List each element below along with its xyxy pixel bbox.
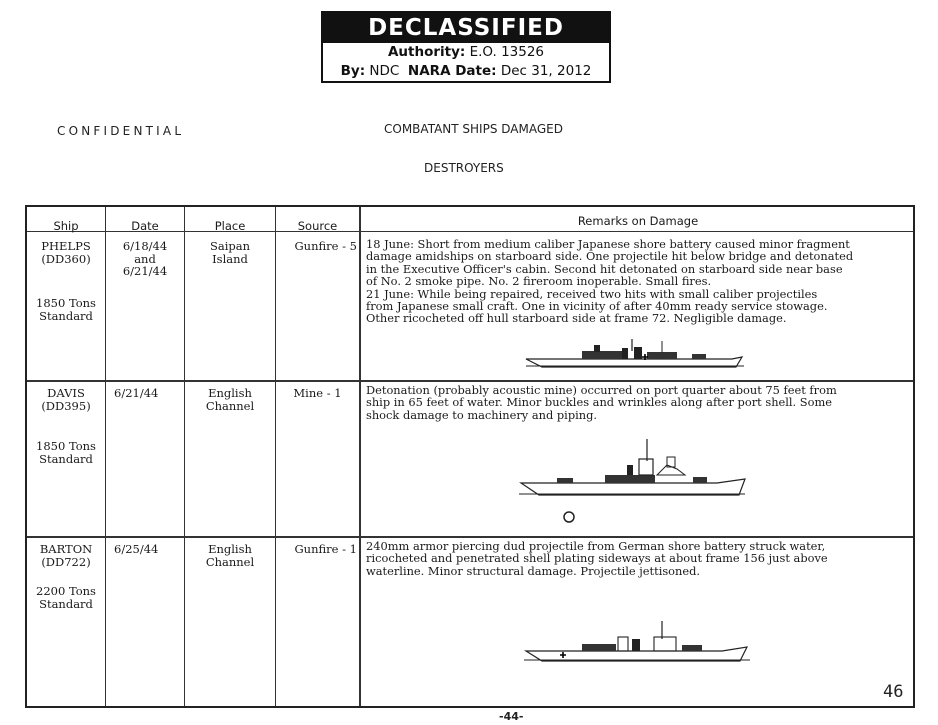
place-cell (185, 543, 275, 568)
ship-name-cell (27, 543, 105, 568)
stamp-authority-value: E.O. 13526 (469, 44, 545, 60)
ship-tonnage-type: Standard (39, 596, 93, 611)
remarks-cell (366, 540, 828, 577)
ship-hull-number: (DD360) (41, 251, 91, 266)
ship-tonnage: 1850 Tons (36, 439, 96, 453)
remarks-line: damage amidships on starboard side. One projectile hit below bridge and detonated (366, 249, 854, 264)
column-divider (105, 207, 106, 706)
remarks-cell (366, 238, 853, 325)
date-line: 6/18/44 (122, 239, 168, 253)
place-cell (185, 387, 275, 412)
remarks-line: 18 June: Short from medium caliber Japanese shore battery caused minor fragment (366, 237, 850, 251)
document-subtitle: DESTROYERS (424, 161, 504, 175)
column-header-source: Source (297, 219, 338, 233)
stamp-title: DECLASSIFIED (323, 13, 609, 43)
source-cell (276, 543, 359, 556)
remarks-line: 240mm armor piercing dud projectile from German shore battery struck water, (366, 539, 826, 553)
stamp-by-value: NDC (369, 63, 400, 79)
ship-name: BARTON (39, 542, 93, 556)
ship-name: PHELPS (41, 239, 91, 253)
row-divider (27, 380, 913, 382)
classification-label: CONFIDENTIAL (57, 124, 185, 138)
ship-tonnage-cell (27, 585, 105, 610)
date-line: 6/25/44 (114, 542, 159, 556)
declassified-stamp (321, 11, 611, 83)
ship-name-cell (27, 387, 105, 412)
remarks-cell (366, 384, 837, 421)
date-line: 6/21/44 (114, 386, 159, 400)
stamp-by-label: By: (340, 63, 366, 79)
ship-tonnage: 1850 Tons (36, 296, 96, 310)
ship-tonnage-cell (27, 440, 105, 465)
remarks-line: Detonation (probably acoustic mine) occurred on port quarter about 75 feet from (366, 383, 837, 397)
remarks-line: of No. 2 smoke pipe. No. 2 fireroom inoperable. Small fires. (366, 274, 712, 289)
date-cell (106, 387, 184, 400)
place-line: Channel (205, 554, 255, 569)
stamp-nara-value: Dec 31, 2012 (500, 63, 592, 79)
ship-silhouette-barton (522, 619, 752, 669)
place-line: English (208, 386, 252, 400)
source-value: Gunfire - 1 (294, 542, 357, 556)
column-divider (184, 207, 185, 706)
row-divider (27, 536, 913, 538)
column-divider (359, 207, 361, 706)
remarks-line: waterline. Minor structural damage. Projectile jettisoned. (366, 563, 701, 578)
stamp-authority-label: Authority: (387, 44, 466, 60)
page-number: 46 (883, 682, 904, 702)
source-value: Gunfire - 5 (294, 239, 357, 253)
column-header-remarks: Remarks on Damage (577, 214, 699, 228)
ship-silhouette-phelps (522, 337, 747, 377)
source-cell (276, 387, 359, 400)
remarks-line: shock damage to machinery and piping. (366, 407, 598, 422)
column-header-ship: Ship (53, 219, 79, 233)
column-header-date: Date (131, 219, 159, 233)
ship-tonnage-type: Standard (39, 308, 93, 323)
page-footer: -44- (499, 710, 524, 723)
remarks-line: Other ricocheted off hull starboard side at frame 72. Negligible damage. (366, 311, 787, 326)
remarks-line: in the Executive Officer's cabin. Second hit detonated on starboard side near base (366, 261, 843, 276)
ship-hull-number: (DD395) (41, 398, 91, 413)
remarks-line: ricocheted and penetrated shell plating sideways at about frame 156 just above (366, 551, 828, 566)
place-line: Channel (205, 398, 255, 413)
ship-tonnage: 2200 Tons (36, 584, 96, 598)
place-line: Saipan (209, 239, 251, 253)
date-cell (106, 543, 184, 556)
date-line: 6/21/44 (122, 264, 168, 278)
stamp-authority-line (323, 43, 609, 62)
place-cell (185, 240, 275, 265)
place-line: English (208, 542, 252, 556)
remarks-line: ship in 65 feet of water. Minor buckles and wrinkles along after port shell. Some (366, 395, 833, 410)
ship-name: DAVIS (47, 386, 85, 400)
date-cell (106, 240, 184, 278)
ship-silhouette-davis (517, 435, 749, 525)
source-value: Mine - 1 (293, 386, 342, 400)
damage-table (25, 205, 915, 708)
stamp-by-line (323, 62, 609, 81)
remarks-line: 21 June: While being repaired, received two hits with small caliber projectiles (366, 286, 818, 301)
ship-hull-number: (DD722) (41, 554, 91, 569)
document-title: COMBATANT SHIPS DAMAGED (384, 122, 563, 136)
source-cell (276, 240, 359, 253)
place-line: Island (212, 251, 248, 266)
column-header-place: Place (214, 219, 246, 233)
column-divider (275, 207, 276, 706)
date-line: and (134, 251, 156, 266)
ship-tonnage-cell (27, 297, 105, 322)
stamp-nara-label: NARA Date: (407, 63, 497, 79)
ship-tonnage-type: Standard (39, 451, 93, 466)
remarks-line: from Japanese small craft. One in vicinity of after 40mm ready service stowage. (366, 299, 828, 314)
ship-name-cell (27, 240, 105, 265)
